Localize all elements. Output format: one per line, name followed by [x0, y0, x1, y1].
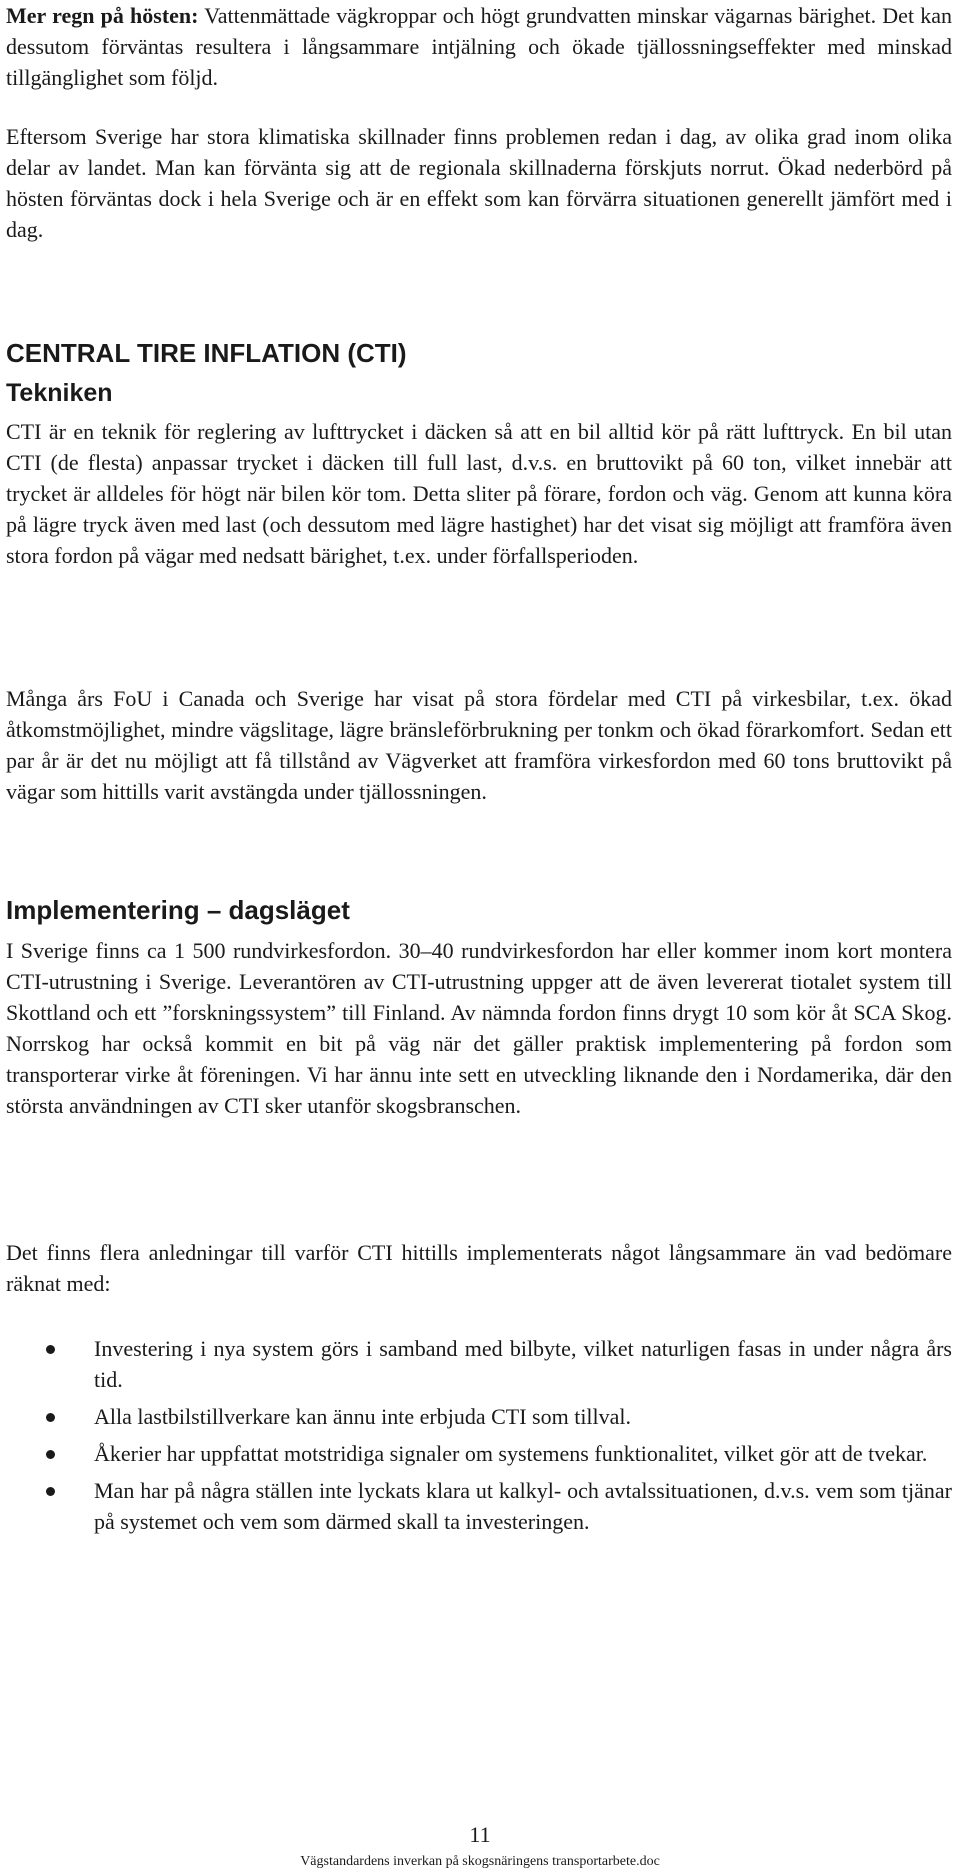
intro-text: Vattenmättade vägkroppar och högt grundvatten minskar vägarnas bärighet. Det kan dessutom förväntas resultera i långsammare intjälning och ökade tjällossningseffekter med minskad tillgänglighet som följd.: [6, 3, 952, 90]
paragraph-regional-differences: Eftersom Sverige har stora klimatiska skillnader finns problemen redan i dag, av olika grad inom olika delar av landet. Man kan förvänta sig att de regionala skillnaderna förskjuts norrut. Ökad nederbörd på hösten förväntas dock i hela Sverige och är en effekt som kan förvärra situationen generellt jämfört med i dag.: [6, 124, 952, 242]
footer-filename: Vägstandardens inverkan på skogsnäringens transportarbete.doc: [300, 1854, 660, 1869]
paragraph-cti-technique: CTI är en teknik för reglering av lufttrycket i däcken så att en bil alltid kör på rätt lufttryck. En bil utan CTI (de flesta) anpassar trycket i däcken till full last, d.v.s. en bruttovikt på 60 ton, vilket innebär att trycket är alldeles för högt när bilen kör tom. Detta sliter på förare, fordon och väg. Genom att kunna köra på lägre tryck även med last (och dessutom med lägre hastighet) har det visat sig möjligt att framföra även stora fordon på vägar med nedsatt bärighet, t.ex. under förfallsperioden.: [6, 419, 952, 568]
list-item-text: Investering i nya system görs i samband med bilbyte, vilket naturligen fasas in under några års tid.: [94, 1336, 952, 1392]
paragraph-reasons-intro: Det finns flera anledningar till varför CTI hittills implementerats något långsammare än vad bedömare räknat med:: [6, 1240, 952, 1296]
list-item-text: Man har på några ställen inte lyckats klara ut kalkyl- och avtalssituationen, d.v.s. vem som tjänar på systemet och vem som därmed skall ta investeringen.: [94, 1478, 952, 1534]
list-item: [6, 1438, 952, 1469]
bullet-icon: [46, 1487, 55, 1496]
heading-implementering: Implementering – dagsläget: [6, 895, 350, 925]
heading-cti: CENTRAL TIRE INFLATION (CTI): [6, 338, 407, 368]
list-item-text: Alla lastbilstillverkare kan ännu inte erbjuda CTI som tillval.: [94, 1404, 632, 1429]
bullet-icon: [46, 1413, 55, 1422]
list-item: [6, 1475, 952, 1537]
bullet-icon: [46, 1345, 55, 1354]
page-number: 11: [469, 1822, 491, 1847]
list-item-text: Åkerier har uppfattat motstridiga signaler om systemens funktionalitet, vilket gör att de tvekar.: [94, 1441, 928, 1466]
list-item: [6, 1333, 952, 1395]
bullet-icon: [46, 1450, 55, 1459]
paragraph-research: Många års FoU i Canada och Sverige har visat på stora fördelar med CTI på virkesbilar, t.ex. ökad åtkomstmöjlighet, mindre vägslitage, lägre bränsleförbrukning per tonkm och ökad förarkomfort. Sedan ett par år är det nu möjligt att få tillstånd av Vägverket att framföra virkesfordon med 60 tons bruttovikt på vägar som hittills varit avstängda under tjällossningen.: [6, 686, 952, 804]
paragraph-implementation-status: I Sverige finns ca 1 500 rundvirkesfordon. 30–40 rundvirkesfordon har eller kommer inom kort montera CTI-utrustning i Sverige. Leverantören av CTI-utrustning uppger att de även levererat tiotalet system till Skottland och ett ”forskningssystem” till Finland. Av nämnda fordon finns drygt 10 som kör åt SCA Skog. Norrskog har också kommit en bit på väg när det gäller praktisk implementering på fordon som transporterar virke åt föreningen. Vi har ännu inte sett en utveckling liknande den i Nordamerika, där den största användningen av CTI sker utanför skogsbranschen.: [6, 938, 952, 1118]
heading-tekniken: Tekniken: [6, 379, 113, 407]
reasons-list: [6, 1333, 952, 1543]
intro-paragraph: [6, 0, 952, 93]
list-item: [6, 1401, 952, 1432]
intro-bold-lead: Mer regn på hösten:: [6, 3, 199, 28]
